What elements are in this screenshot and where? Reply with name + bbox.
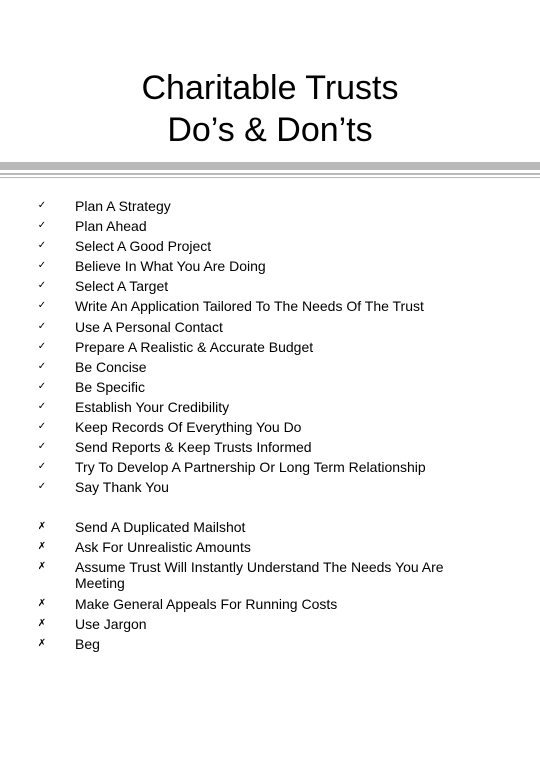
list-item-text: Plan A Strategy [75, 198, 171, 214]
checkmark-icon: ✓ [37, 461, 47, 473]
list-item-text: Write An Application Tailored To The Needs Of The Trust [75, 298, 424, 315]
cross-icon: ✗ [37, 561, 47, 573]
checkmark-icon: ✓ [37, 240, 47, 252]
cross-icon: ✗ [37, 597, 47, 609]
list-item [0, 594, 540, 614]
list-item [0, 537, 540, 557]
checkmark-icon: ✓ [37, 380, 47, 392]
list-item-text: Establish Your Credibility [75, 398, 230, 415]
list-item [0, 256, 540, 276]
list-item-text: Say Thank You [75, 479, 169, 496]
list-item [0, 377, 540, 397]
checkmark-icon: ✓ [37, 400, 47, 412]
list-item-text: Make General Appeals For Running Costs [75, 595, 338, 612]
list-item [0, 457, 540, 477]
list-item-text: Use A Personal Contact [75, 318, 223, 335]
list-item-text: Be Specific [75, 378, 146, 395]
checkmark-icon: ✓ [37, 340, 47, 352]
list-item-text: Assume Trust Will Instantly Understand The Needs You Are Meeting [75, 558, 444, 592]
checkmark-icon: ✓ [37, 200, 47, 211]
donts-list [0, 517, 540, 654]
list-item-text: Keep Records Of Everything You Do [75, 419, 302, 436]
divider-bar-thick [0, 162, 540, 170]
divider-bar-thin [0, 173, 540, 175]
list-item [0, 634, 540, 654]
checkmark-icon: ✓ [37, 360, 47, 372]
list-item [0, 437, 540, 457]
list-item-text: Select A Target [75, 278, 169, 295]
title-line-1: Charitable Trusts [141, 68, 399, 107]
list-item-text: Believe In What You Are Doing [75, 258, 266, 275]
list-item-text: Select A Good Project [75, 238, 212, 255]
list-item [0, 417, 540, 437]
page-title [0, 67, 540, 151]
list-item [0, 216, 540, 236]
list-item-text: Beg [75, 635, 100, 652]
list-item-text: Ask For Unrealistic Amounts [75, 538, 251, 555]
list-item-text: Send A Duplicated Mailshot [75, 518, 246, 535]
checkmark-icon: ✓ [37, 280, 47, 292]
list-item-text: Be Concise [75, 358, 147, 375]
list-item [0, 337, 540, 357]
list-item [0, 517, 540, 537]
cross-icon: ✗ [37, 617, 47, 629]
list-item [0, 276, 540, 296]
list-item [0, 397, 540, 417]
list-item-text: Prepare A Realistic & Accurate Budget [75, 338, 314, 355]
list-item [0, 557, 540, 594]
checkmark-icon: ✓ [37, 320, 47, 332]
cross-icon: ✗ [37, 637, 47, 649]
list-item-text: Try To Develop A Partnership Or Long Term Relationship [75, 459, 426, 476]
list-item [0, 357, 540, 377]
cross-icon: ✗ [37, 541, 47, 553]
list-item [0, 317, 540, 337]
divider-bar-hairline [0, 177, 540, 178]
checkmark-icon: ✓ [37, 481, 47, 493]
dos-list [0, 196, 540, 497]
checkmark-icon: ✓ [37, 441, 47, 453]
title-divider [0, 162, 540, 178]
checkmark-icon: ✓ [37, 421, 47, 433]
list-item [0, 296, 540, 316]
list-item [0, 196, 540, 216]
list-item [0, 477, 540, 497]
cross-icon: ✗ [37, 521, 47, 532]
list-item [0, 236, 540, 256]
list-item-text: Plan Ahead [75, 218, 147, 235]
checkmark-icon: ✓ [37, 260, 47, 272]
list-item-text: Send Reports & Keep Trusts Informed [75, 439, 312, 456]
title-line-2: Do’s & Don’ts [167, 110, 373, 149]
list-item-text: Use Jargon [75, 615, 147, 632]
checkmark-icon: ✓ [37, 300, 47, 312]
list-item [0, 614, 540, 634]
checkmark-icon: ✓ [37, 220, 47, 232]
